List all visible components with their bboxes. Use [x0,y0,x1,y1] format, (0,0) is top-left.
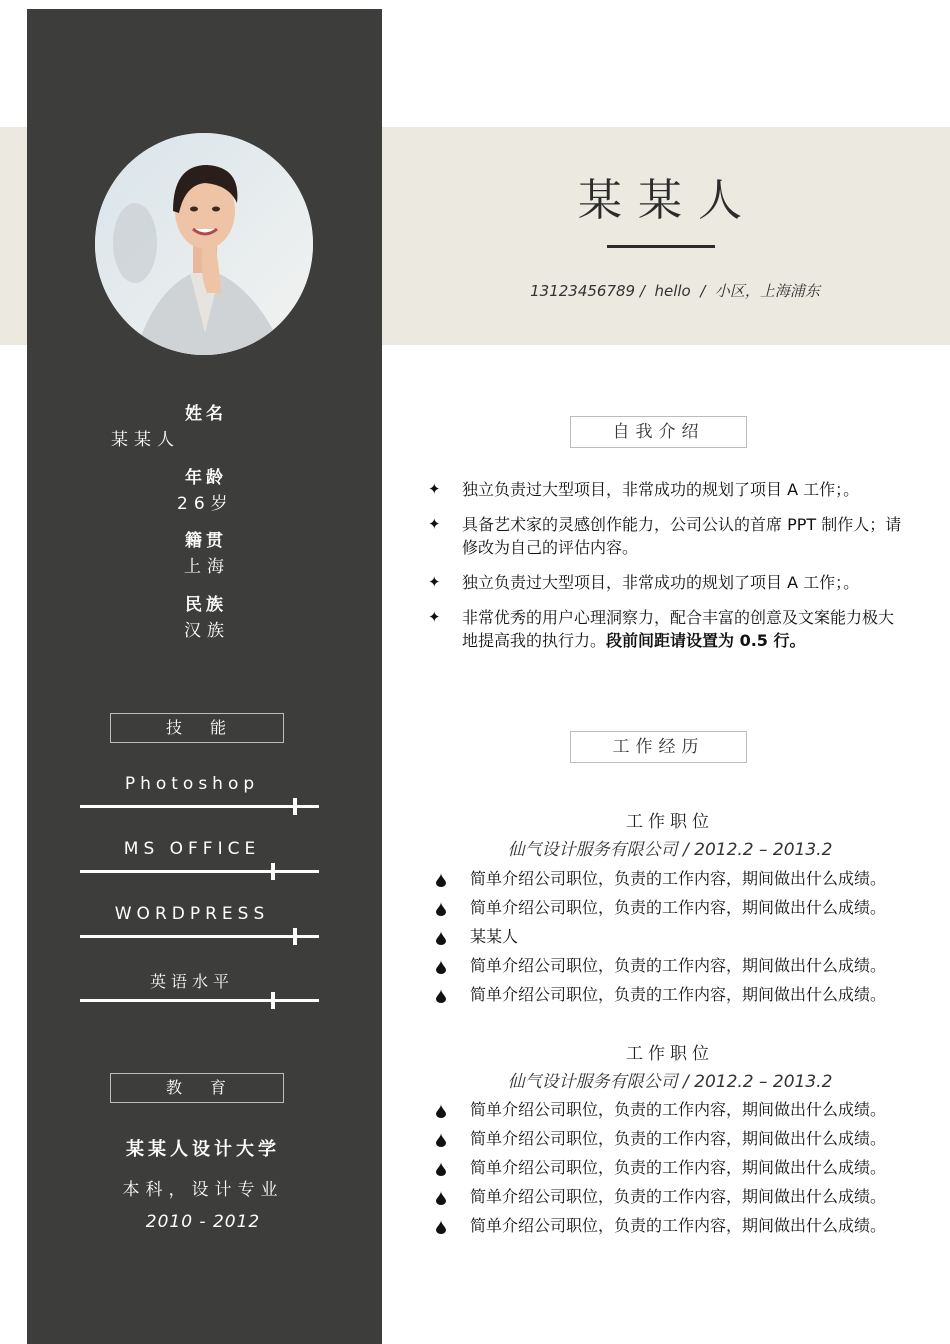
skill-name: MS OFFICE [123,839,261,859]
job-title: 工作职位 [626,1044,714,1064]
water-drop-icon [436,902,446,916]
list-item: 简单介绍公司职位，负责的工作内容，期间做出什么成绩。 [436,1215,916,1244]
contact-line [480,280,870,301]
water-drop-icon [436,873,446,887]
contact-separator: / [695,282,711,300]
contact-separator: / [635,282,650,300]
intro-bold-note: 段前间距请设置为 0.5 行。 [606,631,806,650]
skill-level-marker [271,992,275,1009]
skill-level-marker [271,863,275,880]
sidebar [27,9,382,1344]
title-divider [607,245,715,248]
skills-heading [110,713,284,743]
list-item: ✦ 独立负责过大型项目，非常成功的规划了项目 A 工作；。 [428,480,860,499]
list-item: 简单介绍公司职位，负责的工作内容，期间做出什么成绩。 [436,897,916,926]
water-drop-icon [436,1104,446,1118]
skill-level-marker [293,928,297,945]
job-title: 工作职位 [626,812,714,832]
contact-address: 小区，上海浦东 [714,282,820,300]
list-item: 简单介绍公司职位，负责的工作内容，期间做出什么成绩。 [436,1099,916,1128]
water-drop-icon [436,1133,446,1147]
education-heading-left: 教 [165,1078,184,1097]
water-drop-icon [436,931,446,945]
job-company: 仙气设计服务有限公司 / 2012.2 – 2013.2 [507,1072,833,1092]
page-title: 某某人 [578,175,758,226]
skills-heading-right: 能 [210,718,229,737]
contact-phone: 13123456789 [530,282,636,300]
ethnicity-label: 民族 [185,595,227,615]
water-drop-icon [436,1162,446,1176]
four-point-star-icon: ✦ [428,515,441,533]
water-drop-icon [436,1191,446,1205]
avatar [95,133,313,355]
water-drop-icon [436,960,446,974]
four-point-star-icon: ✦ [428,608,441,626]
experience-heading: 工作经历 [570,731,747,763]
ethnicity-value: 汉族 [184,621,230,641]
age-label: 年龄 [185,468,227,488]
education-major: 本科，设计专业 [122,1180,284,1200]
skill-name: 英语水平 [149,972,234,991]
hometown-value: 上海 [184,557,230,577]
list-item: 简单介绍公司职位，负责的工作内容，期间做出什么成绩。 [436,868,916,897]
list-item: 简单介绍公司职位，负责的工作内容，期间做出什么成绩。 [436,955,916,984]
contact-email: hello [654,282,691,300]
intro-heading: 自我介绍 [570,416,747,448]
name-label: 姓名 [185,404,227,424]
list-item: 简单介绍公司职位，负责的工作内容，期间做出什么成绩。 [436,1157,916,1186]
four-point-star-icon: ✦ [428,480,441,498]
skill-bar [80,999,319,1002]
water-drop-icon [436,1220,446,1234]
skill-level-marker [293,798,297,815]
skill-name: WORDPRESS [114,904,270,924]
intro-list [428,478,908,664]
job-duties-list [436,868,916,1013]
list-item: 简单介绍公司职位，负责的工作内容，期间做出什么成绩。 [436,984,916,1013]
list-item: 某某人 [436,926,916,955]
list-item: ✦ 独立负责过大型项目，非常成功的规划了项目 A 工作；。 [428,573,860,592]
list-item: 简单介绍公司职位，负责的工作内容，期间做出什么成绩。 [436,1128,916,1157]
list-item: 简单介绍公司职位，负责的工作内容，期间做出什么成绩。 [436,1186,916,1215]
hometown-label: 籍贯 [185,531,227,551]
job-duties-list [436,1099,916,1244]
job-company: 仙气设计服务有限公司 / 2012.2 – 2013.2 [507,840,833,860]
education-years: 2010 - 2012 [145,1212,261,1232]
education-school: 某某人设计大学 [126,1139,280,1160]
water-drop-icon [436,989,446,1003]
portrait-photo [95,133,313,355]
age-value: 26岁 [177,494,234,514]
education-heading-right: 育 [210,1078,229,1097]
list-item: ✦ 具备艺术家的灵感创作能力，公司公认的首席 PPT 制作人；请修改为自己的评估内容。 [428,515,902,557]
skill-bar [80,870,319,873]
name-value: 某某人 [111,430,180,450]
skill-bar [80,805,319,808]
four-point-star-icon: ✦ [428,573,441,591]
list-item: ✦ 非常优秀的用户心理洞察力，配合丰富的创意及文案能力极大地提高我的执行力。段前间距请设置为 0.5 行。 [428,608,895,650]
skill-name: Photoshop [124,774,260,794]
skill-bar [80,935,319,938]
education-heading [110,1073,284,1103]
skills-heading-left: 技 [165,718,184,737]
